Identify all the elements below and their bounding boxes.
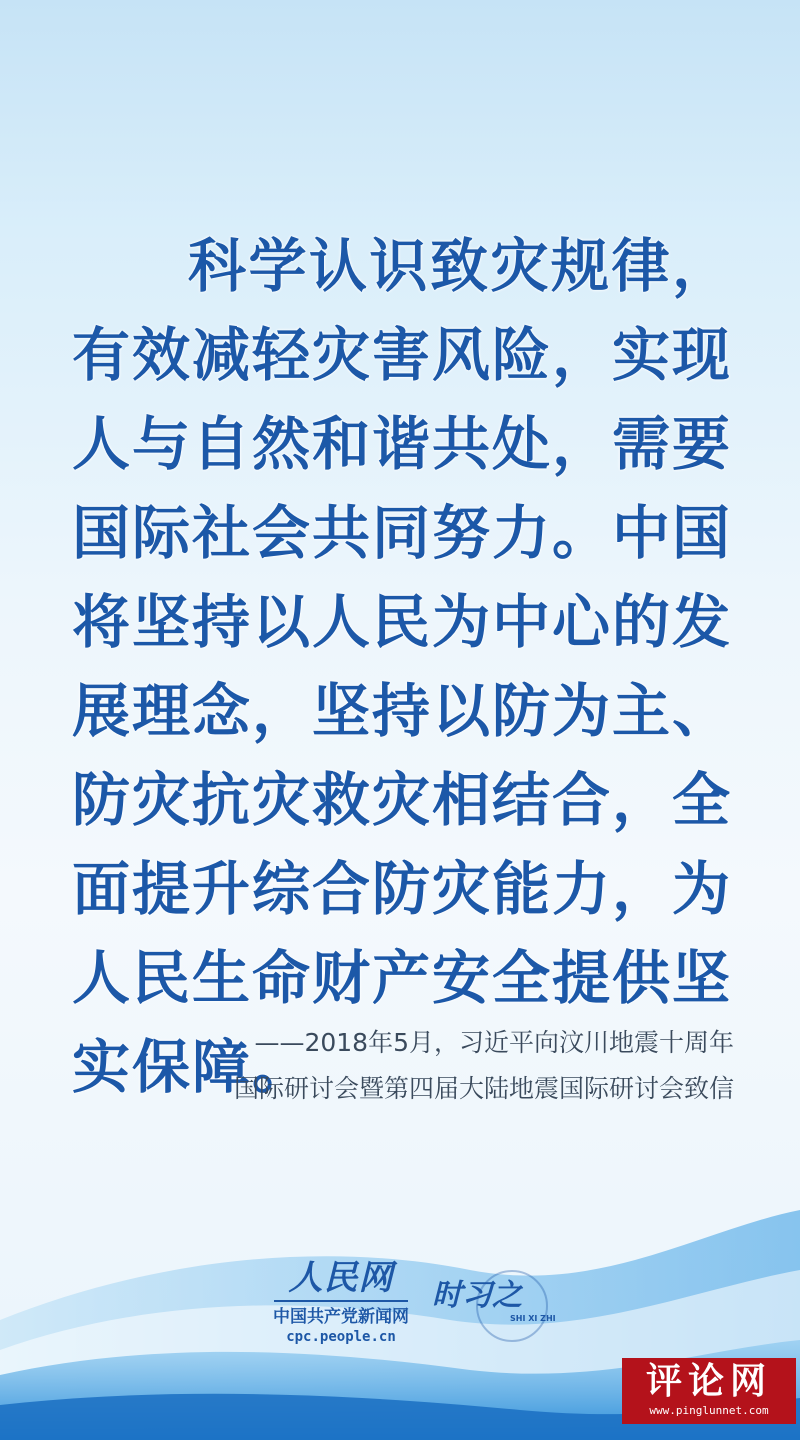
quote-text: 科学认识致灾规律，有效减轻灾害风险，实现人与自然和谐共处，需要国际社会共同努力。中国将坚持以人民为中心的发展理念，坚持以防为主、防灾抗灾救灾相结合，全面提升综合防灾能力，为人民生命财产安全提供坚实保障。 [72,232,733,1101]
site-watermark [622,1358,796,1424]
shixizhi-logo-art: 时习之 [432,1278,522,1313]
quote-source [94,1020,734,1112]
source-line-1: ——2018年5月，习近平向汶川地震十周年 [254,1028,734,1057]
shixizhi-logo-sub: SHI XI ZHI [510,1314,556,1323]
source-line-2: 国际研讨会暨第四届大陆地震国际研讨会致信 [233,1074,734,1103]
logo-divider [274,1300,408,1302]
people-logo-art: 人民网 [288,1258,394,1298]
watermark-name: 评论网 [645,1360,772,1402]
people-logo-name: 中国共产党新闻网 [273,1307,409,1327]
people-logo-url: cpc.people.cn [286,1329,396,1345]
people-daily-logo [266,1258,416,1346]
watermark-url: www.pinglunnet.com [649,1404,769,1417]
shixizhi-logo [432,1270,562,1340]
